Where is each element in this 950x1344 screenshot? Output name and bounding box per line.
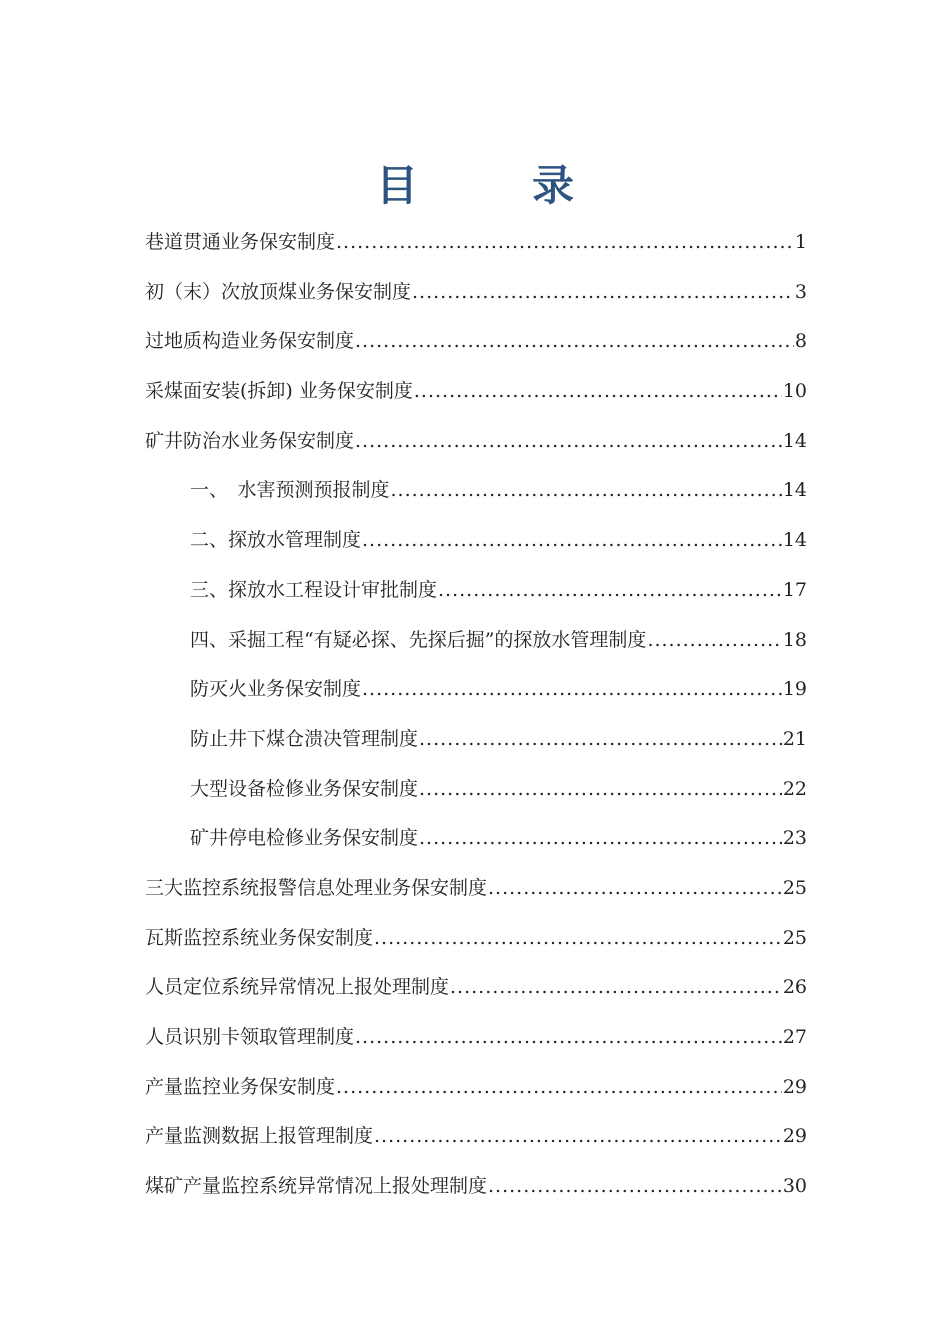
toc-entry[interactable] [145,272,807,322]
toc-entry-page-number: 18 [782,628,807,651]
toc-dot-leader [374,1116,782,1156]
toc-entry[interactable] [145,918,807,968]
toc-dot-leader [355,421,782,461]
toc-entry-label: 产量监测数据上报管理制度 [145,1125,374,1148]
toc-entry-page-number: 27 [782,1026,807,1048]
toc-dot-leader [450,967,782,1007]
toc-entry-label: 过地质构造业务保安制度 [145,330,355,353]
toc-entry-label: 矿井停电检修业务保安制度 [190,827,419,850]
toc-entry[interactable] [145,769,807,819]
toc-dot-leader [488,868,782,908]
toc-entry-label: 巷道贯通业务保安制度 [145,231,336,253]
toc-entry[interactable] [145,719,807,769]
toc-entry-label: 煤矿产量监控系统异常情况上报处理制度 [145,1175,488,1198]
toc-dot-leader [647,620,781,660]
toc-entry[interactable] [145,620,807,670]
toc-entry-label: 人员识别卡领取管理制度 [145,1026,355,1048]
toc-dot-leader [419,769,782,809]
toc-list [145,222,807,1216]
toc-entry[interactable] [145,421,807,471]
toc-entry-page-number: 29 [782,1125,807,1148]
toc-entry-page-number: 26 [782,976,807,999]
toc-dot-leader [391,470,782,510]
toc-entry-page-number: 19 [782,678,807,701]
toc-entry-page-number: 1 [794,231,807,253]
toc-entry[interactable] [145,868,807,918]
toc-entry-label: 三、探放水工程设计审批制度 [190,578,438,601]
toc-entry-page-number: 14 [782,479,807,502]
toc-entry-label: 一、 水害预测预报制度 [190,479,390,502]
toc-entry-page-number: 23 [782,827,807,850]
toc-entry[interactable] [145,371,807,421]
toc-dot-leader [419,818,782,858]
toc-dot-leader [374,918,782,958]
toc-entry-page-number: 8 [794,330,807,353]
toc-entry-page-number: 21 [782,727,807,750]
toc-entry-page-number: 25 [782,876,807,899]
toc-entry-page-number: 3 [794,280,807,303]
toc-entry-page-number: 17 [782,578,807,601]
toc-dot-leader [336,222,794,262]
toc-entry[interactable] [145,1067,807,1117]
toc-dot-leader [355,321,794,361]
toc-entry[interactable] [145,1017,807,1067]
toc-entry-label: 三大监控系统报警信息处理业务保安制度 [145,876,488,899]
toc-entry-label: 初（末）次放顶煤业务保安制度 [145,280,412,303]
toc-entry-label: 产量监控业务保安制度 [145,1075,336,1098]
toc-dot-leader [412,272,794,312]
toc-entry-page-number: 14 [782,529,807,552]
toc-entry-label: 人员定位系统异常情况上报处理制度 [145,976,450,999]
toc-entry-page-number: 22 [782,777,807,800]
toc-entry[interactable] [145,321,807,371]
toc-entry[interactable] [145,1166,807,1216]
toc-entry[interactable] [145,818,807,868]
toc-dot-leader [419,719,782,759]
toc-title: 目 录 [375,161,610,210]
toc-dot-leader [336,1067,782,1107]
toc-entry-label: 四、采掘工程“有疑必探、先探后掘”的探放水管理制度 [190,628,647,651]
toc-dot-leader [414,371,782,411]
toc-dot-leader [362,669,782,709]
toc-dot-leader [438,570,782,610]
toc-entry-page-number: 29 [782,1075,807,1098]
toc-entry-label: 采煤面安装(拆卸) 业务保安制度 [145,380,413,403]
toc-entry[interactable] [145,669,807,719]
toc-entry[interactable] [145,570,807,620]
toc-entry-label: 大型设备检修业务保安制度 [190,777,419,800]
toc-entry[interactable] [145,222,807,272]
toc-entry-page-number: 14 [782,429,807,452]
toc-entry-label: 二、探放水管理制度 [190,529,362,552]
toc-dot-leader [488,1166,782,1206]
toc-entry-label: 防灭火业务保安制度 [190,678,362,701]
toc-entry-page-number: 30 [782,1175,807,1198]
toc-entry[interactable] [145,470,807,520]
toc-dot-leader [355,1017,782,1057]
toc-entry-label: 矿井防治水业务保安制度 [145,429,355,452]
toc-entry-label: 瓦斯监控系统业务保安制度 [145,926,374,949]
toc-entry-page-number: 25 [782,926,807,949]
toc-entry-label: 防止井下煤仓溃决管理制度 [190,727,419,750]
toc-entry-page-number: 10 [782,380,807,403]
toc-entry[interactable] [145,520,807,570]
toc-dot-leader [362,520,782,560]
toc-entry[interactable] [145,1116,807,1166]
toc-entry[interactable] [145,967,807,1017]
